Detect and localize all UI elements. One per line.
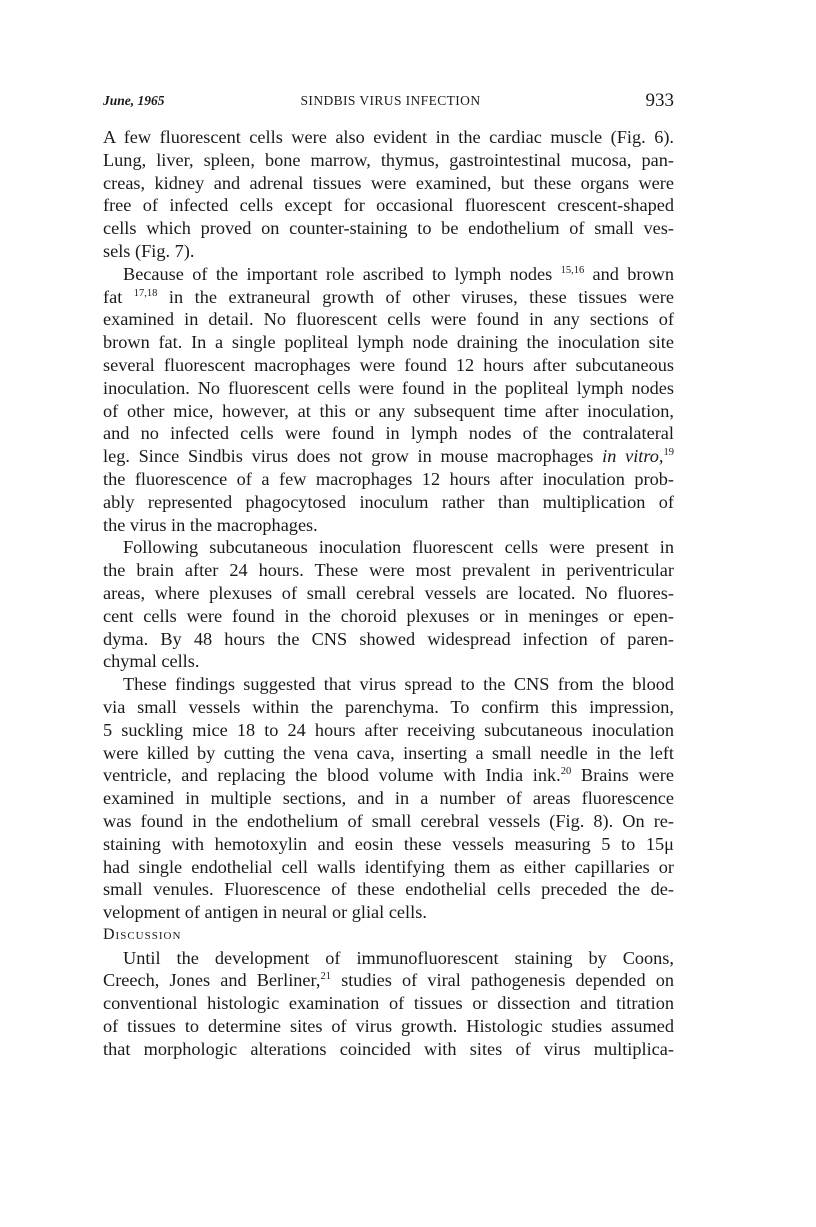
paragraph-line: Lung, liver, spleen, bone marrow, thymus, gastrointestinal mucosa, pan- bbox=[103, 149, 674, 170]
paragraph-line: of tissues to determine sites of virus growth. Histologic studies assumed bbox=[103, 1016, 674, 1037]
line-text: in the extraneural growth of other viruses, these tissues were bbox=[157, 286, 675, 307]
paragraph-line: sels (Fig. 7). bbox=[103, 240, 195, 261]
paragraph-line: the virus in the macrophages. bbox=[103, 514, 318, 535]
paragraph-line bbox=[103, 969, 674, 992]
paragraph-line: areas, where plexuses of small cerebral vessels are located. No fluores- bbox=[103, 582, 674, 603]
header-title: SINDBIS VIRUS INFECTION bbox=[300, 93, 481, 108]
paragraph-line: via small vessels within the parenchyma. To confirm this impression, bbox=[103, 696, 674, 717]
paragraph-line: were killed by cutting the vena cava, inserting a small needle in the left bbox=[103, 742, 674, 763]
line-text: Because of the important role ascribed to lymph nodes bbox=[123, 263, 561, 284]
paragraph-line bbox=[103, 764, 674, 787]
paragraph-line bbox=[103, 286, 674, 309]
paragraph-line: dyma. By 48 hours the CNS showed widespread infection of paren- bbox=[103, 628, 674, 649]
paragraph-line: free of infected cells except for occasional fluorescent crescent-shaped bbox=[103, 195, 674, 216]
page-number: 933 bbox=[645, 90, 674, 111]
paragraph-line: that morphologic alterations coincided with sites of virus multiplica- bbox=[103, 1038, 674, 1059]
paragraph-line: inoculation. No fluorescent cells were found in the popliteal lymph nodes bbox=[103, 377, 674, 398]
line-text: fat bbox=[103, 286, 134, 307]
paragraph-line: staining with hemotoxylin and eosin these vessels measuring 5 to 15μ bbox=[103, 833, 674, 854]
paragraph-line: Following subcutaneous inoculation fluorescent cells were present in bbox=[123, 537, 674, 558]
italic-term: in vitro, bbox=[602, 446, 664, 467]
paragraph-line: examined in detail. No fluorescent cells were found in any sections of bbox=[103, 309, 674, 330]
paragraph-line bbox=[103, 445, 674, 468]
paragraph-line: creas, kidney and adrenal tissues were examined, but these organs were bbox=[103, 172, 674, 193]
paragraph-line: the fluorescence of a few macrophages 12 hours after inoculation prob- bbox=[103, 468, 674, 489]
line-text: Creech, Jones and Berliner, bbox=[103, 970, 321, 991]
line-text: studies of viral pathogenesis depended on bbox=[330, 970, 674, 991]
citation-ref: 21 bbox=[320, 971, 331, 983]
paragraph-line: 5 suckling mice 18 to 24 hours after receiving subcutaneous inoculation bbox=[103, 719, 674, 740]
line-text: ventricle, and replacing the blood volume with India ink. bbox=[103, 765, 561, 786]
paragraph-line: ably represented phagocytosed inoculum rather than multiplication of bbox=[103, 491, 674, 512]
paragraph-line: had single endothelial cell walls identifying them as either capillaries or bbox=[103, 856, 674, 877]
paragraph-line: of other mice, however, at this or any subsequent time after inoculation, bbox=[103, 400, 674, 421]
paragraph-line: examined in multiple sections, and in a number of areas fluorescence bbox=[103, 788, 674, 809]
paragraph-line: cells which proved on counter-staining to be endothelium of small ves- bbox=[103, 218, 674, 239]
paragraph-line: These findings suggested that virus spread to the CNS from the blood bbox=[123, 674, 674, 695]
citation-ref: 19 bbox=[663, 447, 674, 459]
paragraph-line: Until the development of immunofluorescent staining by Coons, bbox=[123, 947, 674, 968]
running-header bbox=[103, 90, 678, 114]
line-text: leg. Since Sindbis virus does not grow in mouse macrophages bbox=[103, 446, 603, 467]
line-text: Brains were bbox=[571, 765, 675, 786]
paragraph-line: was found in the endothelium of small cerebral vessels (Fig. 8). On re- bbox=[103, 810, 674, 831]
paragraph-line: velopment of antigen in neural or glial cells. bbox=[103, 902, 427, 923]
citation-ref: 20 bbox=[560, 766, 572, 778]
citation-ref: 17,18 bbox=[133, 287, 158, 299]
paragraph-line: chymal cells. bbox=[103, 651, 200, 672]
paragraph-line: and no infected cells were found in lymph nodes of the contralateral bbox=[103, 423, 674, 444]
paragraph-line: several fluorescent macrophages were found 12 hours after subcutaneous bbox=[103, 354, 674, 375]
article-body bbox=[103, 126, 674, 1061]
section-heading: Discussion bbox=[103, 925, 182, 943]
paragraph-line: conventional histologic examination of tissues or dissection and titration bbox=[103, 993, 674, 1014]
paragraph-line: the brain after 24 hours. These were most prevalent in periventricular bbox=[103, 560, 674, 581]
paragraph-line: cent cells were found in the choroid plexuses or in meninges or epen- bbox=[103, 605, 674, 626]
paragraph-line: small venules. Fluorescence of these endothelial cells preceded the de- bbox=[103, 879, 674, 900]
paragraph-line bbox=[103, 263, 674, 286]
header-date: June, 1965 bbox=[103, 93, 165, 108]
line-text: and brown bbox=[584, 263, 674, 284]
paragraph-line: brown fat. In a single popliteal lymph node draining the inoculation site bbox=[103, 332, 674, 353]
paragraph-line: A few fluorescent cells were also evident in the cardiac muscle (Fig. 6). bbox=[103, 127, 674, 147]
citation-ref: 15,16 bbox=[560, 264, 585, 276]
